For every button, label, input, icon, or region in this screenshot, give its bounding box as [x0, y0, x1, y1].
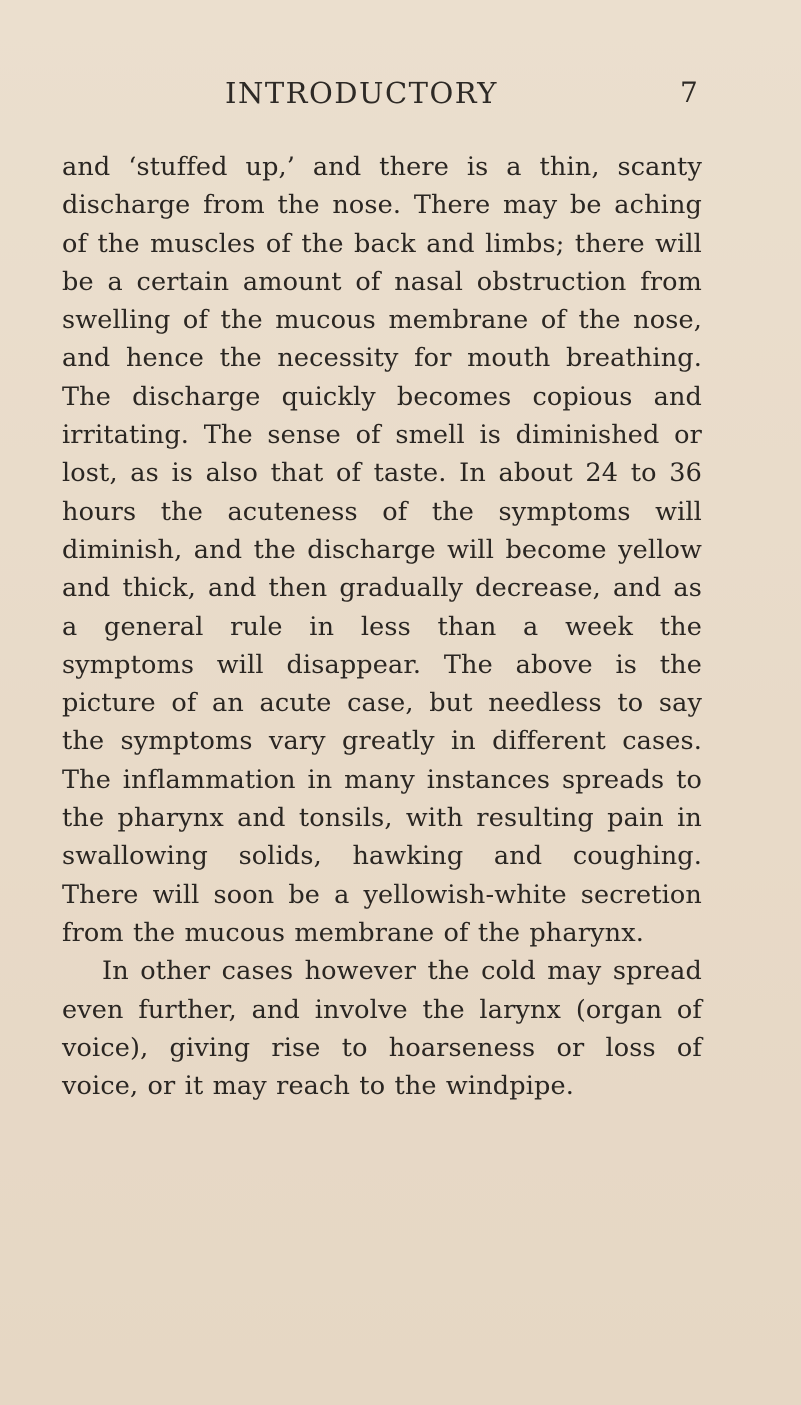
paragraph-1: and ‘stuffed up,’ and there is a thin, scanty discharge from the nose. There may be aching of the muscles of the back and limbs; there will be a certain amount of nasal obstruction from swelling of the mucous membrane of the nose, and hence the necessity for mouth breathing. The discharge quickly becomes copious and irritating. The sense of smell is diminished or lost, as is also that of taste. In about 24 to 36 hours the acuteness of the symptoms will diminish, and the discharge will become yellow and thick, and then gradually decrease, and as a general rule in less than a week the symptoms will disappear. The above is the picture of an acute case, but needless to say the symptoms vary greatly in different cases. The inflammation in many instances spreads to the pharynx and tonsils, with resulting pain in swallowing solids, hawking and coughing. There will soon be a yellowish-white secretion from the mucous membrane of the pharynx. [62, 152, 702, 948]
running-head [68, 76, 718, 124]
running-title: INTRODUCTORY [225, 76, 498, 110]
page-number: 7 [680, 76, 698, 109]
paragraph-2: In other cases however the cold may spread even further, and involve the larynx (organ of voice), giving rise to hoarseness or loss of voice, or it may reach to the windpipe. [62, 956, 702, 1102]
body-text [62, 148, 702, 1105]
